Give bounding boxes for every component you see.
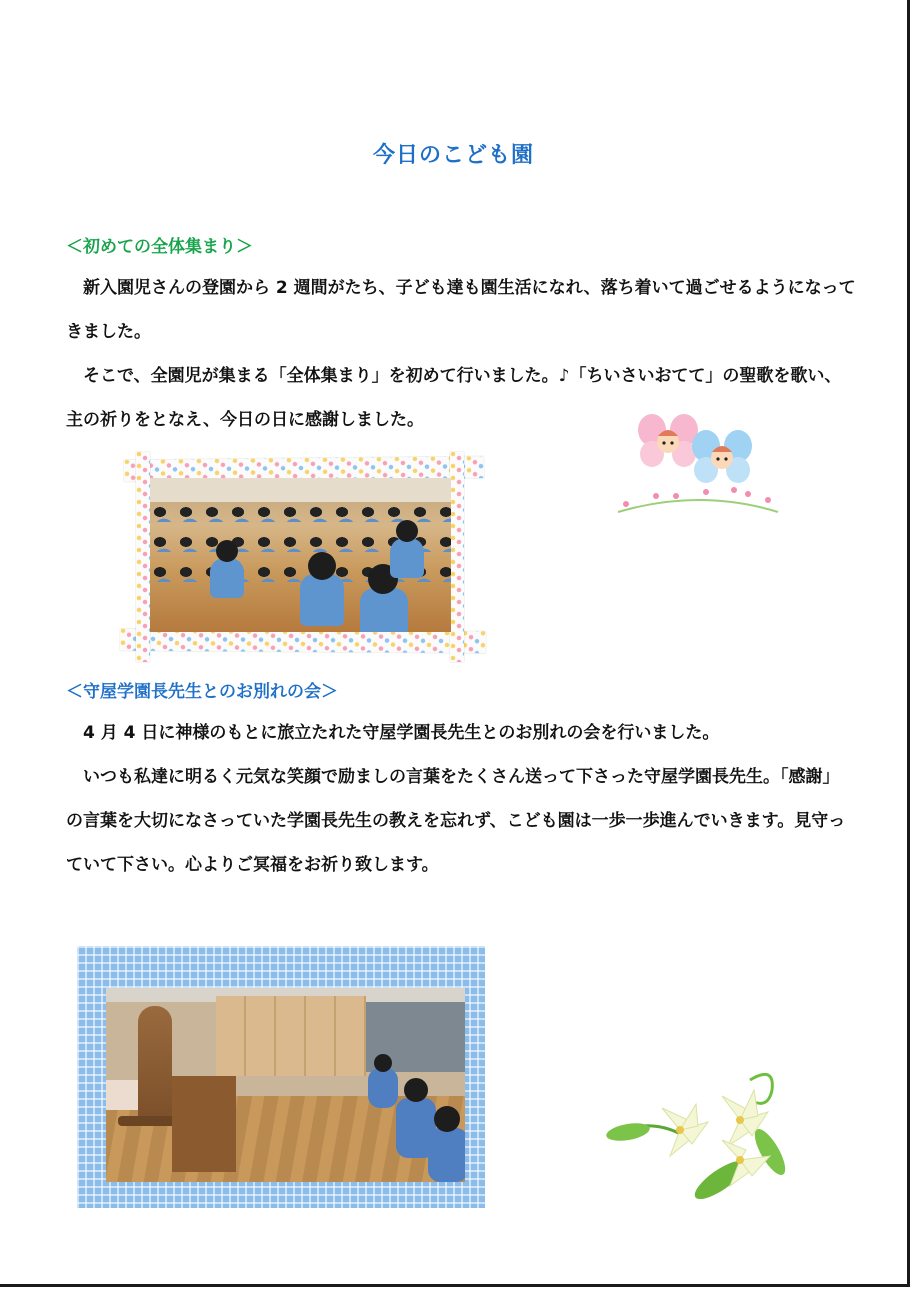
lily-flowers-illustration xyxy=(600,1060,805,1200)
section-heading-farewell: ＜守屋学園長先生とのお別れの会＞ xyxy=(66,682,338,702)
assembly-paragraph-2: そこで、全園児が集まる「全体集まり」を初めて行いました。♪「ちいさいおてて」の聖歌を歌い、主の祈りをとなえ、今日の日に感謝しました。 xyxy=(66,366,842,430)
farewell-photo xyxy=(106,988,465,1182)
farewell-paragraph-1: 4 月 4 日に神様のもとに旅立たれた守屋学園長先生とのお別れの会を行いました。 xyxy=(83,723,720,743)
page-title: 今日のこども園 xyxy=(372,143,534,168)
section-heading-assembly: ＜初めての全体集まり＞ xyxy=(66,237,253,257)
assembly-photo xyxy=(150,478,451,632)
assembly-paragraph-1: 新入園児さんの登園から 2 週間がたち、子ども達も園生活になれ、落ち着いて過ごせるようになってきました。 xyxy=(66,278,856,342)
farewell-paragraph-2: いつも私達に明るく元気な笑顔で励ましの言葉をたくさん送って下さった守屋学園長先生。「感謝」の言葉を大切になさっていた学園長先生の教えを忘れず、こども園は一歩一歩進んでいきます。見守っていて下さい。心よりご冥福をお祈り致します。 xyxy=(66,767,846,875)
butterflies-illustration xyxy=(610,410,790,525)
